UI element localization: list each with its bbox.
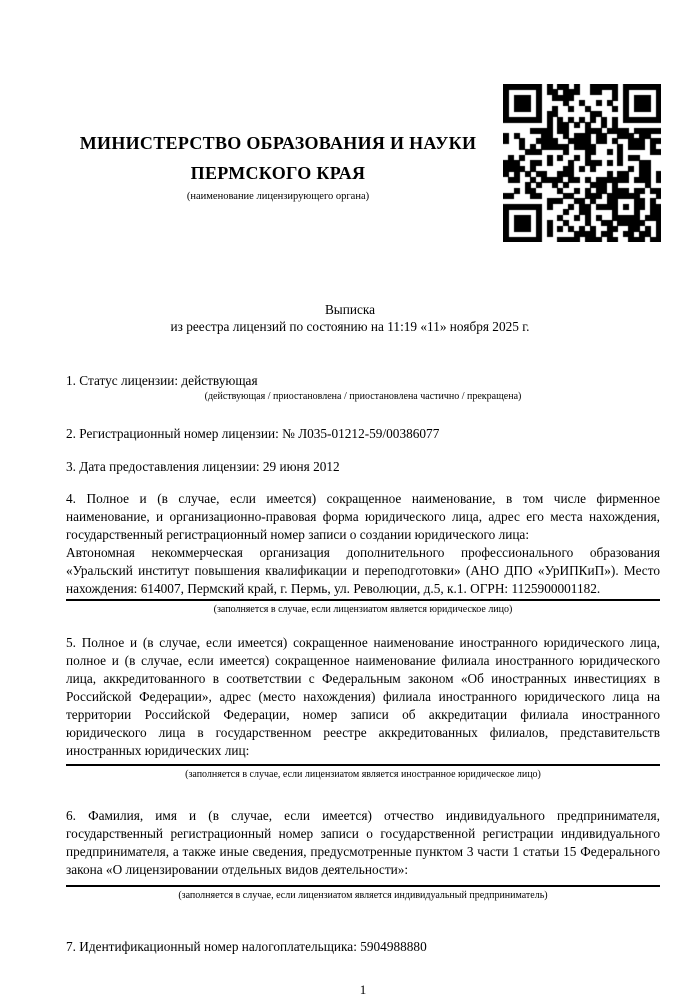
field-registration-number: 2. Регистрационный номер лицензии: № Л035-01212-59/00386077 [66, 426, 440, 441]
underline-legal-entity [66, 599, 660, 601]
page-number: 1 [359, 982, 367, 997]
document-body [66, 365, 660, 998]
field-taxpayer-number: 7. Идентификационный номер налогоплательщика: 5904988880 [66, 939, 427, 954]
field-foreign-entity-caption: (заполняется в случае, если лицензиатом является иностранное юридическое лицо) [185, 769, 541, 780]
field-license-status-caption: (действующая / приостановлена / приостановлена частично / прекращена) [204, 391, 522, 402]
underline-individual [66, 885, 660, 887]
ministry-title-line2: ПЕРМСКОГО КРАЯ [190, 163, 366, 183]
ministry-title [38, 128, 518, 188]
ministry-caption: (наименование лицензирующего органа) [186, 191, 370, 202]
field-legal-entity-intro: 4. Полное и (в случае, если имеется) сокращенное наименование, в том числе фирменное наименование, и организационно-правовая форма юридического лица, адрес его места нахождения, государственный регистрационный номер записи о создании юридического лица: [66, 491, 660, 542]
document-title [2, 301, 698, 335]
qr-code [503, 84, 661, 242]
document-title-line1: Выписка [324, 302, 376, 317]
field-grant-date: 3. Дата предоставления лицензии: 29 июня 2012 [66, 459, 340, 474]
field-legal-entity-value: Автономная некоммерческая организация дополнительного профессионального образования «Уральский институт повышения квалификации и переподготовки» (АНО ДПО «УрИПКиП»). Место нахождения: 614007, Пермский край, г. Пермь, ул. Революции, д.5, к.1. ОГРН: 1125900001182. [66, 545, 660, 596]
field-individual-intro: 6. Фамилия, имя и (в случае, если имеется) отчество индивидуального предпринимателя, государственный регистрационный номер записи о государственной регистрации индивидуального предпринимателя, а также иные сведения, предусмотренные пунктом 3 части 1 статьи 15 Федерального закона «О лицензировании отдельных видов деятельности»: [66, 808, 660, 877]
underline-foreign-entity [66, 764, 660, 766]
field-individual-caption: (заполняется в случае, если лицензиатом является индивидуальный предприниматель) [178, 890, 548, 901]
document-title-line2: из реестра лицензий по состоянию на 11:19 «11» ноября 2025 г. [170, 319, 530, 334]
ministry-title-line1: МИНИСТЕРСТВО ОБРАЗОВАНИЯ И НАУКИ [79, 133, 477, 153]
field-legal-entity-caption: (заполняется в случае, если лицензиатом является юридическое лицо) [213, 604, 513, 615]
licensing-authority-header [38, 128, 518, 204]
field-license-status: 1. Статус лицензии: действующая [66, 373, 258, 388]
field-foreign-entity-intro: 5. Полное и (в случае, если имеется) сокращенное наименование иностранного юридического лица, полное и (в случае, если имеется) сокращенное наименование филиала иностранного юридического лица, аккредитованного в соответствии с Федеральным законом «Об иностранных инвестициях в Российской Федерации», адрес (место нахождения) филиала иностранного юридического лица на территории Российской Федерации, номер записи об аккредитации филиала иностранного юридического лица в государственном реестре аккредитованных филиалов, представительств иностранных юридических лиц: [66, 635, 660, 758]
